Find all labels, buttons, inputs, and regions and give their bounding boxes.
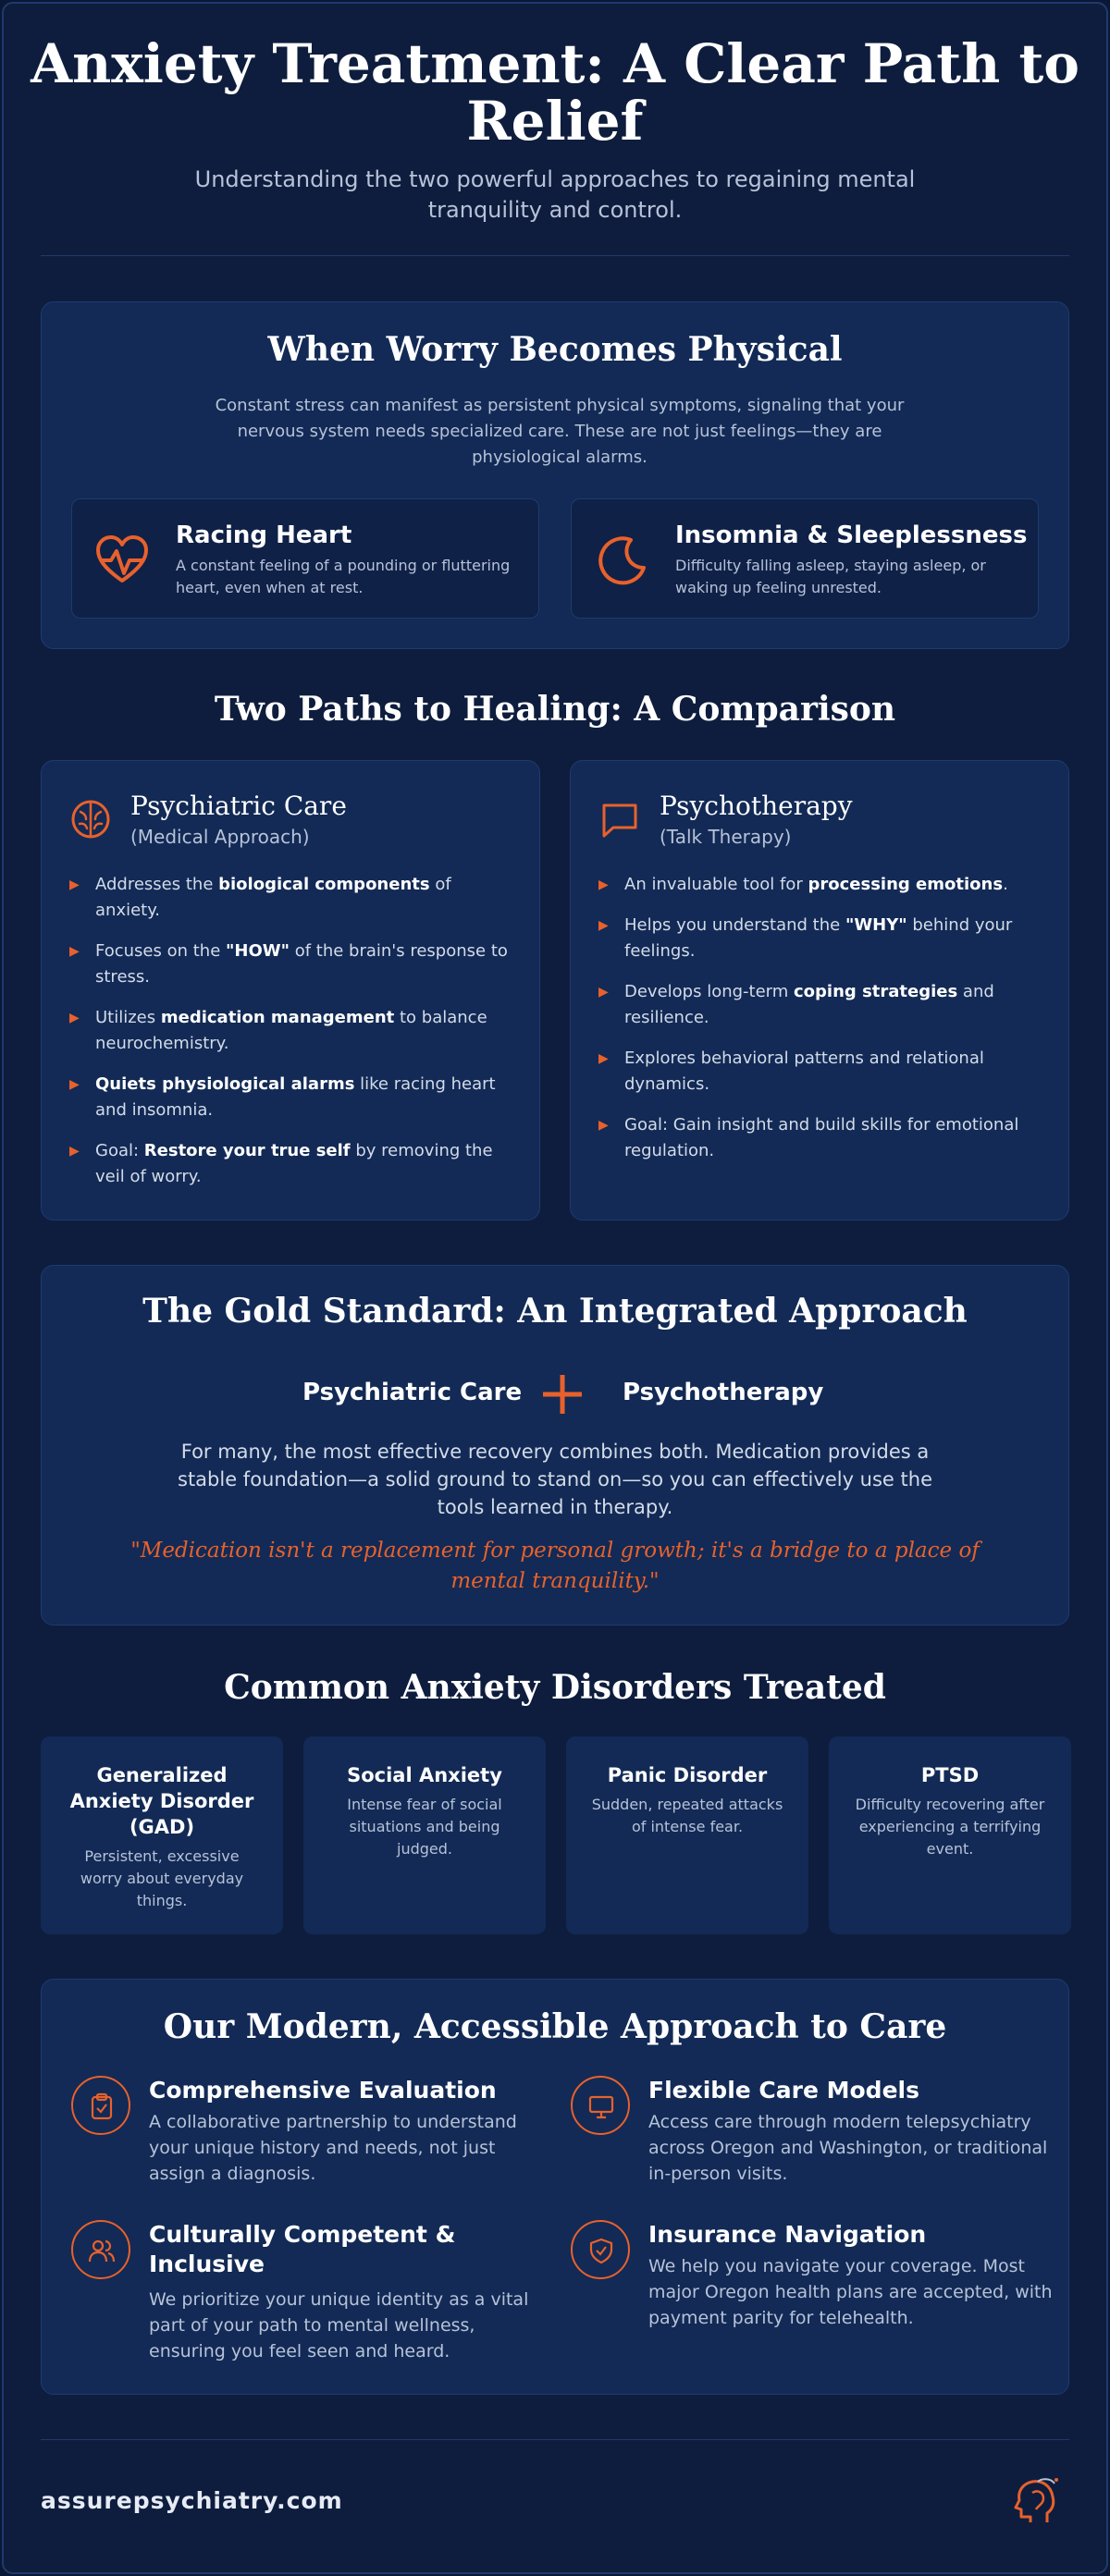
feature-icon-ring: [71, 2076, 130, 2135]
list-item: ▶ Goal: Gain insight and build skills for emotional regulation.: [598, 1112, 1042, 1164]
symptom-text: Difficulty falling asleep, staying asleep, or waking up feeling unrested.: [675, 557, 986, 596]
symptom-racing-heart: [71, 498, 539, 619]
brain-icon: [69, 798, 112, 840]
paths-title: Two Paths to Healing: A Comparison: [214, 690, 896, 729]
symptom-text: A constant feeling of a pounding or fluttering heart, even when at rest.: [176, 557, 511, 596]
feature-title: Flexible Care Models: [648, 2077, 919, 2104]
list-item: ▶ Quiets physiological alarms like racing heart and insomnia.: [69, 1072, 513, 1123]
plus-icon: [541, 1373, 584, 1416]
combo-row: [42, 1369, 1068, 1417]
list-item: ▶ Explores behavioral patterns and relational dynamics.: [598, 1046, 1042, 1098]
psychiatric-care-card: [41, 760, 540, 1221]
list-item: ▶ Addresses the biological components of anxiety.: [69, 872, 513, 924]
feature-text: Access care through modern telepsychiatry across Oregon and Washington, or traditional in-person visits.: [648, 2112, 1048, 2184]
approach-title: Our Modern, Accessible Approach to Care: [163, 2007, 947, 2046]
list-item: ▶ Develops long-term coping strategies and resilience.: [598, 979, 1042, 1031]
page-title: Anxiety Treatment: A Clear Path to Relief: [31, 32, 1079, 153]
approach-card: [41, 1979, 1069, 2395]
moon-icon: [594, 533, 649, 588]
psychotherapy-title: Psychotherapy: [660, 791, 853, 821]
feature-title: Insurance Navigation: [648, 2221, 927, 2248]
combo-right-label: Psychotherapy: [623, 1379, 824, 1406]
feature-icon-ring: [71, 2220, 130, 2279]
integrated-quote: "Medication isn't a replacement for personal growth; it's a bridge to a place of mental tranquility.": [130, 1539, 980, 1593]
chat-bubble-icon: [598, 798, 641, 840]
symptom-insomnia: [571, 498, 1039, 619]
disorder-title: PTSD: [920, 1764, 980, 1786]
feature-text: We prioritize your unique identity as a vital part of your path to mental wellness, ensuring you feel seen and heard.: [149, 2289, 529, 2361]
feature-icon-ring: [571, 2220, 630, 2279]
disorder-card-panic: [566, 1736, 808, 1934]
footer-divider: [41, 2439, 1069, 2440]
list-item: ▶ Goal: Restore your true self by removing the veil of worry.: [69, 1138, 513, 1190]
combo-left-label: Psychiatric Care: [302, 1379, 523, 1406]
page-subtitle: Understanding the two powerful approaches to regaining mental tranquility and control.: [194, 166, 916, 223]
clipboard-check-icon: [88, 2092, 116, 2120]
shield-check-icon: [587, 2237, 615, 2264]
disorder-text: Difficulty recovering after experiencing a terrifying event.: [855, 1796, 1045, 1858]
physical-description: Constant stress can manifest as persistent physical symptoms, signaling that your nervous system needs specialized care. These are not just feelings—they are physiological alarms.: [215, 396, 905, 467]
disorder-title: Panic Disorder: [607, 1764, 768, 1786]
feature-title: Comprehensive Evaluation: [149, 2077, 497, 2104]
feature-text: A collaborative partnership to understand your unique history and needs, not just assign a diagnosis.: [149, 2112, 517, 2184]
feature-title: Culturally Competent & Inclusive: [149, 2221, 456, 2277]
disorder-title: Social Anxiety: [347, 1764, 502, 1786]
footer-website-link[interactable]: assurepsychiatry.com: [41, 2487, 343, 2514]
heart-pulse-icon: [94, 533, 150, 588]
psychiatric-subtitle: (Medical Approach): [130, 826, 310, 848]
head-profile-logo-icon: [1014, 2474, 1060, 2528]
feature-text: We help you navigate your coverage. Most major Oregon health plans are accepted, with payment parity for telehealth.: [648, 2256, 1053, 2328]
users-icon: [88, 2237, 116, 2264]
symptom-title: Insomnia & Sleeplessness: [675, 521, 1028, 549]
feature-icon-ring: [571, 2076, 630, 2135]
disorder-card-social: [303, 1736, 546, 1934]
psychotherapy-card: [570, 760, 1069, 1221]
symptom-title: Racing Heart: [176, 521, 352, 549]
disorder-card-ptsd: [829, 1736, 1071, 1934]
integrated-title: The Gold Standard: An Integrated Approach: [142, 1292, 968, 1331]
integrated-description: For many, the most effective recovery combines both. Medication provides a stable foundation—a solid ground to stand on—so you can effectively use the tools learned in therapy.: [178, 1441, 932, 1518]
monitor-icon: [587, 2092, 615, 2120]
psychotherapy-bullets: [598, 872, 1042, 1179]
disorder-text: Intense fear of social situations and being judged.: [347, 1796, 502, 1858]
list-item: ▶ Utilizes medication management to balance neurochemistry.: [69, 1005, 513, 1057]
disorders-title: Common Anxiety Disorders Treated: [224, 1668, 886, 1707]
list-item: ▶ Helps you understand the "WHY" behind your feelings.: [598, 913, 1042, 964]
disorder-text: Sudden, repeated attacks of intense fear.: [591, 1796, 783, 1835]
list-item: ▶ An invaluable tool for processing emotions.: [598, 872, 1042, 898]
psychiatric-title: Psychiatric Care: [130, 791, 347, 821]
physical-title: When Worry Becomes Physical: [267, 330, 843, 369]
psychiatric-bullets: [69, 872, 513, 1205]
physical-symptoms-card: [41, 301, 1069, 649]
list-item: ▶ Focuses on the "HOW" of the brain's response to stress.: [69, 938, 513, 990]
disorder-text: Persistent, excessive worry about everyday things.: [80, 1847, 244, 1909]
disorder-card-gad: [41, 1736, 283, 1934]
disorder-title: Generalized Anxiety Disorder (GAD): [69, 1764, 254, 1838]
integrated-approach-card: [41, 1265, 1069, 1625]
divider: [41, 255, 1069, 256]
psychotherapy-subtitle: (Talk Therapy): [660, 826, 792, 848]
